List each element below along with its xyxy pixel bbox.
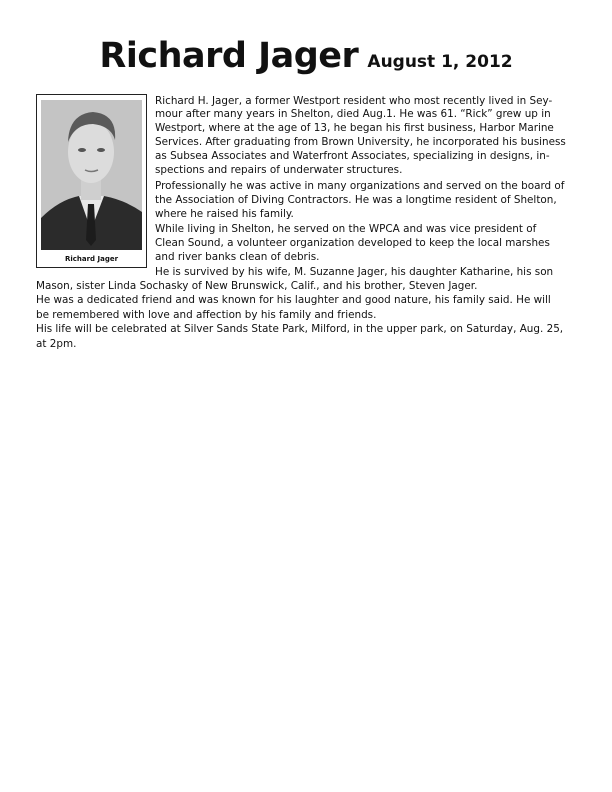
photo-caption: Richard Jager [64,255,119,263]
deceased-name: Richard Jager [99,36,359,76]
body-line: Westport, where at the age of 13, he began his first business, Harbor Marine [155,122,554,134]
obituary-heading [0,36,612,76]
body-line: mour after many years in Shelton, died Aug.1. He was 61. “Rick” grew up in [155,108,551,120]
portrait-frame [36,94,147,268]
body-line: He was a dedicated friend and was known for his laughter and good nature, his family said. He will [36,294,551,306]
portrait-icon [41,100,142,250]
body-line: His life will be celebrated at Silver Sands State Park, Milford, in the upper park, on Saturday, Aug. 25, [36,323,564,335]
portrait-photo [41,100,142,250]
obituary-date: August 1, 2012 [367,52,513,72]
body-line: Professionally he was active in many organizations and served on the board of [155,180,565,192]
body-line: the Association of Diving Contractors. He was a longtime resident of Shelton, [155,194,557,206]
body-line: at 2pm. [36,338,77,350]
body-line: While living in Shelton, he served on the WPCA and was vice president of [155,223,537,235]
body-line: as Subsea Associates and Waterfront Associates, specializing in designs, in- [155,150,550,162]
body-line: Mason, sister Linda Sochasky of New Brunswick, Calif., and his brother, Steven Jager. [36,280,478,292]
body-line: where he raised his family. [155,208,294,220]
body-line: be remembered with love and affection by his family and friends. [36,309,377,321]
body-line: Services. After graduating from Brown University, he incorporated his business [155,136,566,148]
body-line: spections and repairs of underwater structures. [155,164,403,176]
body-line: He is survived by his wife, M. Suzanne Jager, his daughter Katharine, his son [155,266,554,278]
body-line: and river banks clean of debris. [155,251,320,263]
body-line: Richard H. Jager, a former Westport resident who most recently lived in Sey- [155,95,553,107]
body-line: Clean Sound, a volunteer organization developed to keep the local marshes [155,237,550,249]
